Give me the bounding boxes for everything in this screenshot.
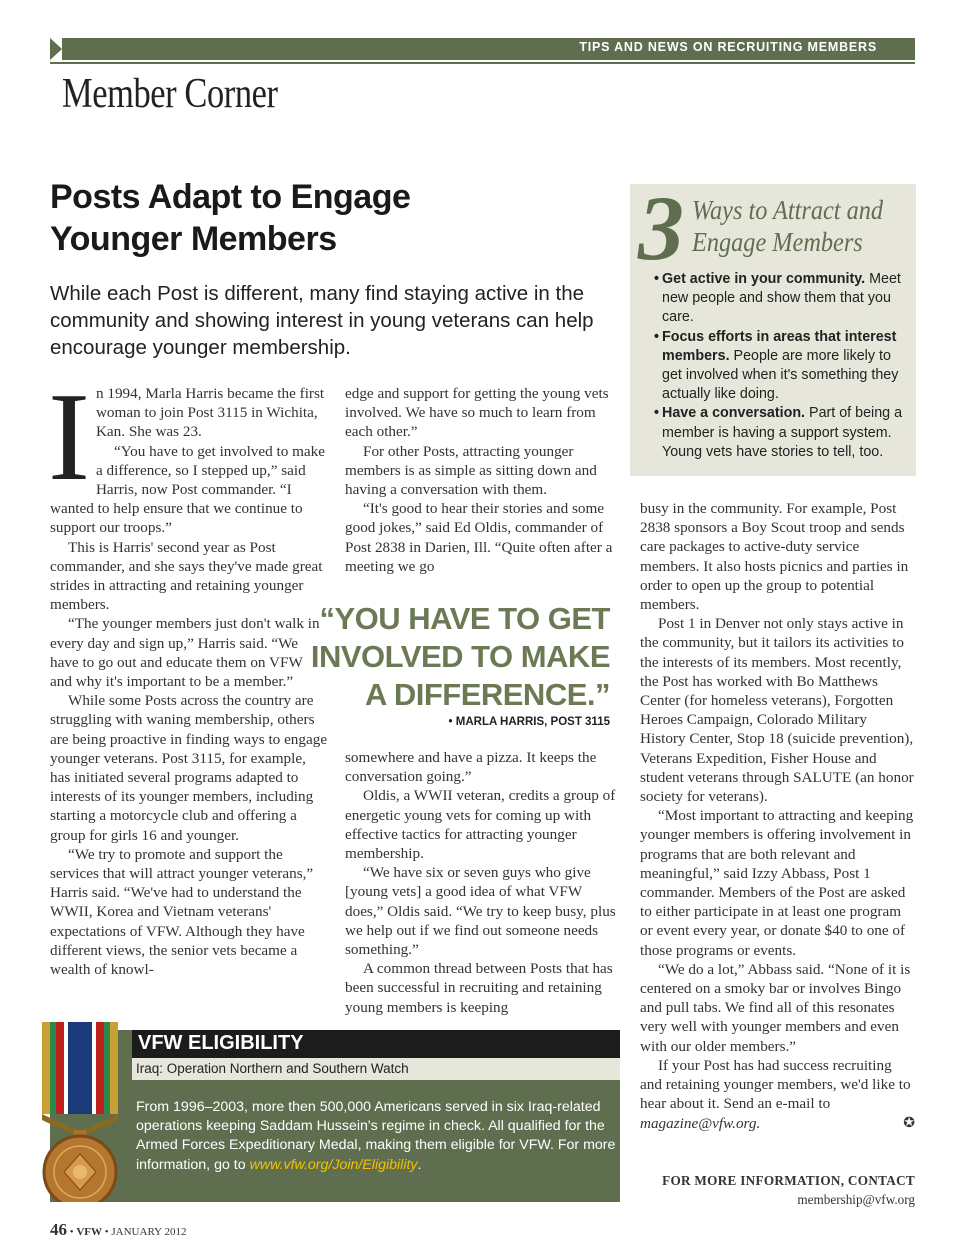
paragraph: edge and support for getting the young vets involved. We have so much to learn from each other.” (345, 385, 609, 441)
end-mark-icon: ✪ (903, 1115, 915, 1131)
issue-date: JANUARY 2012 (111, 1226, 187, 1238)
item-text: People are more likely to get involved when it's something they actually like doing. (662, 347, 899, 403)
paragraph: “It's good to hear their stories and some good jokes,” said Ed Oldis, commander of Post 2838 in Darien, Ill. “Quite often after a meeting we go (345, 500, 613, 575)
header-band (50, 38, 915, 60)
article-column-2-bottom (345, 748, 617, 1017)
sidebar-number: 3 (638, 177, 684, 279)
eligibility-header (132, 1030, 620, 1058)
paragraph: Post 1 in Denver not only stays active in the community, but it tailors its activities to the interests of its members. Most recently, the Post has worked with Bo Matthews Center (for homeless veterans), Forgotten Heroes Campaign, Colorado Military History Center, Stop 18 (suicide prevention), Veterans Expedition, Fisher House and student veterans through SALUTE (an honor society for veterans). (640, 615, 914, 806)
sidebar-title (692, 194, 890, 258)
pull-quote-attribution: • MARLA HARRIS, POST 3115 (448, 716, 610, 728)
item-bold: Have a conversation. (662, 405, 806, 422)
item-text: Part of being a member is having a support system. Young vets have stories to tell, too. (662, 405, 903, 460)
medal-ribbon (42, 1022, 118, 1138)
more-info (640, 1171, 915, 1209)
item-text: Meet new people and show them that you care. (662, 271, 901, 326)
eligibility-box (50, 1030, 620, 1202)
footer-separator: • (69, 1226, 74, 1238)
eligibility-title: VFW ELIGIBILITY (138, 1032, 304, 1054)
paragraph (640, 1056, 915, 1133)
eligibility-subtitle: Iraq: Operation Northern and Southern Watch (136, 1061, 409, 1076)
article-column-3 (640, 499, 915, 1133)
header-rule (50, 62, 915, 64)
page-number: 46 (50, 1220, 67, 1239)
magazine-email-link[interactable]: magazine@vfw.org. (640, 1114, 761, 1132)
sidebar-title-line-2: Engage Members (692, 227, 863, 257)
paragraph: busy in the community. For example, Post 2838 sponsors a Boy Scout troop and sends care packages to active-duty service members. It also hosts picnics and parties in order to open up the group to potential members. (640, 500, 909, 614)
eligibility-period: . (417, 1156, 422, 1173)
article-column-1 (48, 368, 328, 979)
header-band-text: TIPS AND NEWS ON RECRUITING MEMBERS (579, 40, 877, 54)
more-info-label: FOR MORE INFORMATION, CONTACT (662, 1173, 915, 1188)
magazine-name: VFW (76, 1226, 103, 1238)
paragraph: While some Posts across the country are struggling with waning membership, others are being proactive in finding ways to engage younger veterans. Post 3115, for example, has initiated several programs adapted to interests of its younger members, including starting a motorcycle club and offering a group for girls 16 and younger. (50, 692, 328, 844)
eligibility-body (136, 1098, 616, 1175)
article-deck: While each Post is different, many find staying active in the community and showing interest in young veterans can help encourage younger membership. (50, 282, 594, 359)
medal-icon (34, 1022, 126, 1202)
item-bold: Focus efforts in areas that interest members. (662, 328, 897, 364)
section-title: Member Corner (62, 71, 278, 117)
sidebar-list (654, 270, 914, 462)
paragraph: “We have six or seven guys who give [young vets] a good idea of what VFW does,” Oldis said. “We try to keep busy, plus we help out if we find out someone needs something.” (345, 864, 616, 959)
footer-separator: • (104, 1226, 109, 1238)
membership-email-link[interactable]: membership@vfw.org (797, 1192, 915, 1207)
sidebar-list-item (654, 270, 914, 328)
paragraph: Oldis, a WWII veteran, credits a group of energetic young vets for coming up with effective tactics for attracting younger membership. (345, 787, 616, 863)
sidebar-title-line-1: Ways to Attract and (692, 195, 884, 225)
sidebar-list-item (654, 404, 914, 462)
article-column-2-top (345, 384, 617, 576)
band-chevron (50, 38, 62, 60)
sidebar-list-item (654, 328, 914, 405)
pull-quote: “YOU HAVE TO GET INVOLVED TO MAKE A DIFFERENCE.” (310, 601, 610, 712)
paragraph: somewhere and have a pizza. It keeps the conversation going.” (345, 749, 597, 786)
eligibility-text: From 1996–2003, more then 500,000 Americans served in six Iraq-related operations keeping Saddam Hussein's regime in check. All qualified for the Armed Forces Expeditionary Medal, making them eligible for VFW. For more information, go to (136, 1099, 616, 1173)
paragraph: n 1994, Marla Harris became the first woman to join Post 3115 in Wichita, Kan. She was 23. (95, 385, 325, 441)
paragraph: A common thread between Posts that has been successful in recruiting and retaining young members is keeping (345, 960, 613, 1016)
closing-text: If your Post has had success recruiting and retaining younger members, we'd like to hear about it. Send an e-mail to (640, 1056, 911, 1113)
paragraph: “We try to promote and support the services that will attract younger veterans,” Harris said. “We've had to understand the WWII, Korea and Vietnam veterans' expectations of VFW. Although they have different views, the senior vets became a wealth of knowl- (50, 845, 314, 979)
paragraph: “The younger members just don't walk in every day and sign up,” Harris said. “We have to go out and educate them on VFW and why it's important to be a member.” (50, 615, 320, 691)
paragraph: For other Posts, attracting younger members is as simple as sitting down and having a conversation with them. (345, 442, 597, 499)
article-headline: Posts Adapt to Engage Younger Members (50, 178, 411, 258)
sidebar-ways-box (630, 177, 916, 476)
eligibility-subtitle-bar (132, 1058, 620, 1080)
paragraph: This is Harris' second year as Post commander, and she says they've made great strides in attracting and retaining younger members. (50, 538, 323, 614)
eligibility-link[interactable]: www.vfw.org/Join/Eligibility (249, 1156, 418, 1173)
paragraph: “Most important to attracting and keeping younger members is offering involvement in programs that are both relevant and meaningful,” said Izzy Abbass, Post 1 commander. Members of the Post are asked to either participate in at least one program or event every year, or donate $40 to one of those programs or events. (640, 807, 914, 959)
page-footer (50, 1220, 186, 1240)
item-bold: Get active in your community. (662, 271, 866, 287)
paragraph: “We do a lot,” Abbass said. “None of it is centered on a smoky bar or involves Bingo and pull tabs. We find all of this resonates very well with younger members and even with our older members.” (640, 960, 911, 1055)
medal-disc (44, 1130, 116, 1202)
paragraph: “You have to get involved to make a difference, so I stepped up,” said Harris, now Post commander. “I wanted to help ensure that we continue to support our troops.” (50, 442, 326, 537)
drop-cap: I (48, 368, 90, 507)
